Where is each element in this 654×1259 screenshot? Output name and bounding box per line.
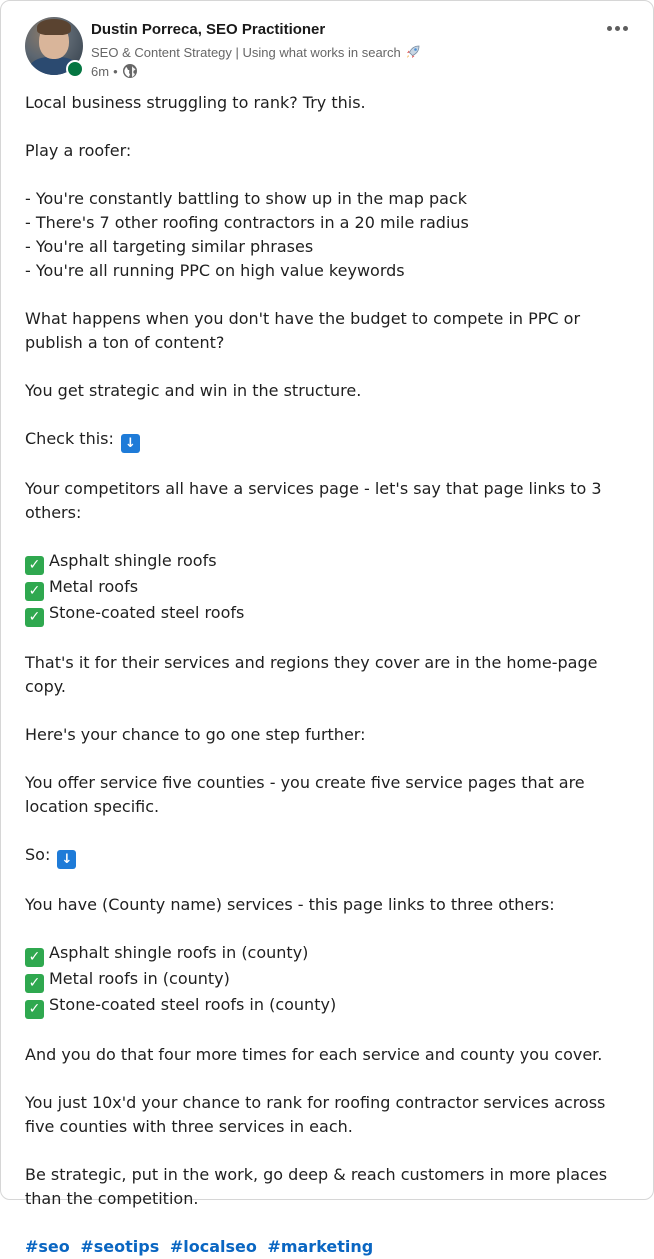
list-item: ✓ Stone-coated steel roofs in (county) bbox=[25, 993, 625, 1019]
list-item: ✓ Stone-coated steel roofs bbox=[25, 601, 625, 627]
competitor-list bbox=[25, 549, 625, 627]
so-line bbox=[25, 843, 625, 869]
list-item: - You're all running PPC on high value keywords bbox=[25, 261, 405, 280]
pain-points-list bbox=[25, 187, 625, 283]
check-mark-icon: ✓ bbox=[25, 582, 44, 601]
check-mark-icon: ✓ bbox=[25, 948, 44, 967]
author-headline bbox=[91, 44, 421, 60]
check-this-text: Check this: bbox=[25, 429, 114, 448]
check-mark-icon: ✓ bbox=[25, 608, 44, 627]
check-this-line bbox=[25, 427, 625, 453]
post-header bbox=[1, 1, 653, 91]
post-intro: Local business struggling to rank? Try this. bbox=[25, 93, 366, 112]
so-text: So: bbox=[25, 845, 51, 864]
down-arrow-icon: ↓ bbox=[57, 850, 76, 869]
online-status-indicator bbox=[66, 60, 84, 78]
hashtag-link[interactable]: #localseo bbox=[169, 1237, 257, 1256]
down-arrow-icon: ↓ bbox=[121, 434, 140, 453]
post-thats-it: That's it for their services and regions they cover are in the home-page copy. bbox=[25, 653, 598, 696]
hashtag-row bbox=[25, 1235, 625, 1259]
post-question: What happens when you don't have the budget to compete in PPC or publish a ton of content? bbox=[25, 309, 581, 352]
meta-separator: • bbox=[113, 63, 118, 79]
author-name[interactable]: Dustin Porreca, SEO Practitioner bbox=[91, 21, 326, 38]
post-result: You just 10x'd your chance to rank for roofing contractor services across five counties with three services in each. bbox=[25, 1093, 606, 1136]
hashtag-link[interactable]: #marketing bbox=[267, 1237, 374, 1256]
rocket-icon bbox=[405, 44, 421, 60]
list-item: - You're all targeting similar phrases bbox=[25, 237, 314, 256]
your-services-list bbox=[25, 941, 625, 1019]
list-item: ✓ Asphalt shingle roofs in (county) bbox=[25, 941, 625, 967]
author-headline-text: SEO & Content Strategy | Using what works in search bbox=[91, 44, 401, 60]
post-competitors: Your competitors all have a services page - let's say that page links to 3 others: bbox=[25, 479, 602, 522]
post-offer: You offer service five counties - you create five service pages that are location specific. bbox=[25, 773, 585, 816]
post-chance: Here's your chance to go one step further: bbox=[25, 725, 366, 744]
list-item: - There's 7 other roofing contractors in a 20 mile radius bbox=[25, 213, 469, 232]
post-repeat: And you do that four more times for each service and county you cover. bbox=[25, 1045, 603, 1064]
list-item: - You're constantly battling to show up in the map pack bbox=[25, 189, 467, 208]
check-mark-icon: ✓ bbox=[25, 556, 44, 575]
post-answer: You get strategic and win in the structure. bbox=[25, 381, 362, 400]
post-time: 6m bbox=[91, 63, 110, 79]
post-play: Play a roofer: bbox=[25, 141, 132, 160]
list-item: ✓ Metal roofs bbox=[25, 575, 625, 601]
check-mark-icon: ✓ bbox=[25, 1000, 44, 1019]
globe-icon bbox=[122, 63, 138, 79]
hashtag-link[interactable]: #seotips bbox=[80, 1237, 160, 1256]
post-meta bbox=[91, 63, 138, 79]
post-body bbox=[25, 91, 625, 1259]
list-item: ✓ Asphalt shingle roofs bbox=[25, 549, 625, 575]
list-item: ✓ Metal roofs in (county) bbox=[25, 967, 625, 993]
hashtag-link[interactable]: #seo bbox=[25, 1237, 70, 1256]
more-options-button[interactable] bbox=[603, 19, 631, 37]
check-mark-icon: ✓ bbox=[25, 974, 44, 993]
post-closing: Be strategic, put in the work, go deep & reach customers in more places than the competition. bbox=[25, 1165, 608, 1208]
post-you-have: You have (County name) services - this page links to three others: bbox=[25, 895, 555, 914]
